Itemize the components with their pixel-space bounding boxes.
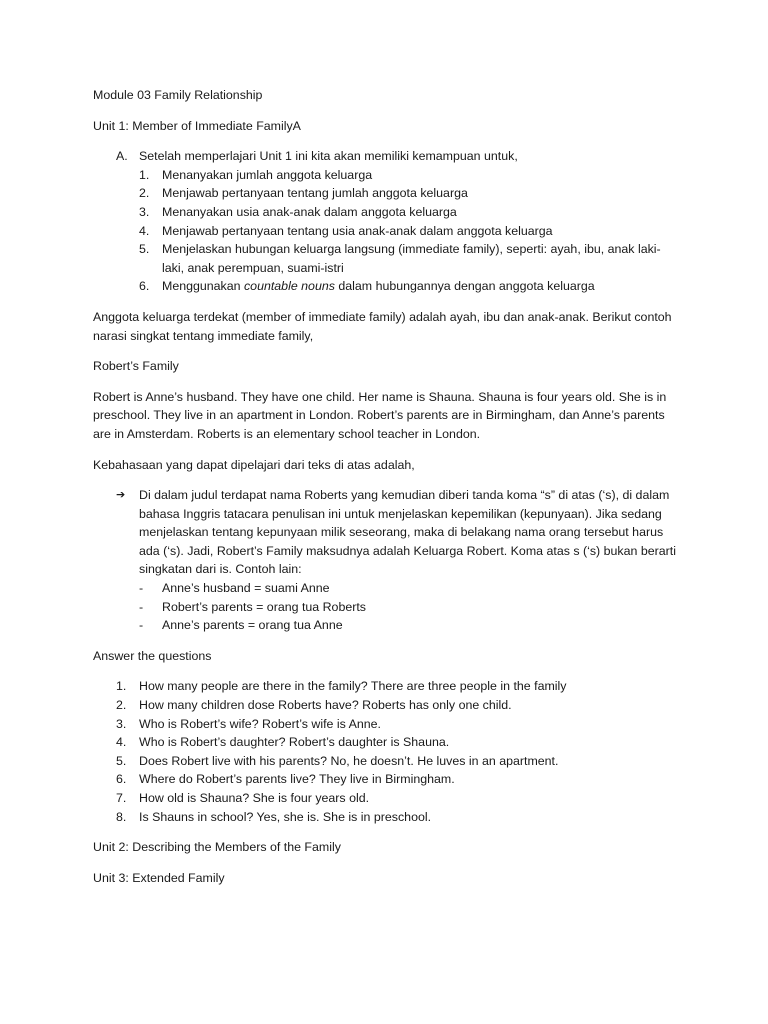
list-item: 6. Menggunakan countable nouns dalam hubungannya dengan anggota keluarga bbox=[139, 279, 595, 294]
list-item: 5. Menjelaskan hubungan keluarga langsung (immediate family), seperti: ayah, ibu, anak laki-laki, anak perempuan, suami-istri bbox=[139, 242, 661, 275]
list-item: 2. How many children dose Roberts have? Roberts has only one child. bbox=[116, 698, 512, 713]
examples-list bbox=[139, 579, 677, 635]
list-item: 6. Where do Robert’s parents live? They live in Birmingham. bbox=[116, 772, 455, 787]
objectives-list bbox=[139, 166, 677, 296]
list-item: 4. Who is Robert’s daughter? Robert’s daughter is Shauna. bbox=[116, 735, 450, 750]
story-text: Robert is Anne’s husband. They have one child. Her name is Shauna. Shauna is four years old. She is in preschool. They live in an apartment in London. Robert’s parents are in Birmingham, dan Anne’s parents are in Amsterdam. Roberts is an elementary school teacher in London. bbox=[93, 389, 667, 441]
list-item: - Robert’s parents = orang tua Roberts bbox=[139, 599, 366, 614]
list-item: 1. Menanyakan jumlah anggota keluarga bbox=[139, 167, 373, 182]
intro-paragraph: Anggota keluarga terdekat (member of immediate family) adalah ayah, ibu dan anak-anak. Berikut contoh narasi singkat tentang immediate family, bbox=[93, 309, 672, 343]
document-page bbox=[93, 86, 677, 899]
italic-term: countable nouns bbox=[243, 279, 335, 294]
list-item: 3. Menanyakan usia anak-anak dalam anggota keluarga bbox=[139, 204, 457, 219]
module-title: Module 03 Family Relationship bbox=[93, 88, 263, 102]
objectives-intro: Setelah memperlajari Unit 1 ini kita akan memiliki kemampuan untuk, bbox=[139, 149, 518, 164]
explanation-block bbox=[116, 486, 677, 635]
list-item: 8. Is Shauns in school? Yes, she is. She is in preschool. bbox=[116, 809, 432, 824]
unit3-title: Unit 3: Extended Family bbox=[93, 870, 225, 885]
story-title: Robert’s Family bbox=[93, 359, 179, 374]
questions-title: Answer the questions bbox=[93, 648, 212, 663]
list-item: 2. Menjawab pertanyaan tentang jumlah anggota keluarga bbox=[139, 186, 468, 201]
unit1-title: Unit 1: Member of Immediate FamilyA bbox=[93, 118, 301, 133]
objectives-section bbox=[93, 147, 677, 296]
questions-list bbox=[116, 677, 677, 826]
unit2-title: Unit 2: Describing the Members of the Family bbox=[93, 840, 341, 855]
list-item: 7. How old is Shauna? She is four years old. bbox=[116, 791, 370, 805]
list-item: 1. How many people are there in the family? There are three people in the family bbox=[116, 679, 567, 694]
explanation-text: Di dalam judul terdapat nama Roberts yang kemudian diberi tanda koma “s” di atas (‘s), di dalam bahasa Inggris tatacara penulisan ini untuk menjelaskan kepemilikan (kepunyaan). Jika sedang menjelaskan tentang kepunyaan milik seseorang, maka di belakang nama orang tersebut harus ada (‘s). Jadi, Robert’s Family maksudnya adalah Keluarga Robert. Koma atas s (‘s) bukan berarti singkatan dari is. Contoh lain: bbox=[139, 488, 676, 577]
language-intro: Kebahasaan yang dapat dipelajari dari teks di atas adalah, bbox=[93, 457, 415, 472]
list-item: - Anne’s parents = orang tua Anne bbox=[139, 618, 343, 633]
list-item: 4. Menjawab pertanyaan tentang usia anak-anak dalam anggota keluarga bbox=[139, 223, 553, 238]
arrow-icon: ➔ bbox=[116, 488, 126, 502]
list-item: 3. Who is Robert’s wife? Robert’s wife is Anne. bbox=[116, 716, 381, 731]
list-item: - Anne’s husband = suami Anne bbox=[139, 581, 330, 596]
list-item: 5. Does Robert live with his parents? No, he doesn’t. He luves in an apartment. bbox=[116, 753, 559, 768]
objectives-marker: A. bbox=[116, 149, 128, 164]
